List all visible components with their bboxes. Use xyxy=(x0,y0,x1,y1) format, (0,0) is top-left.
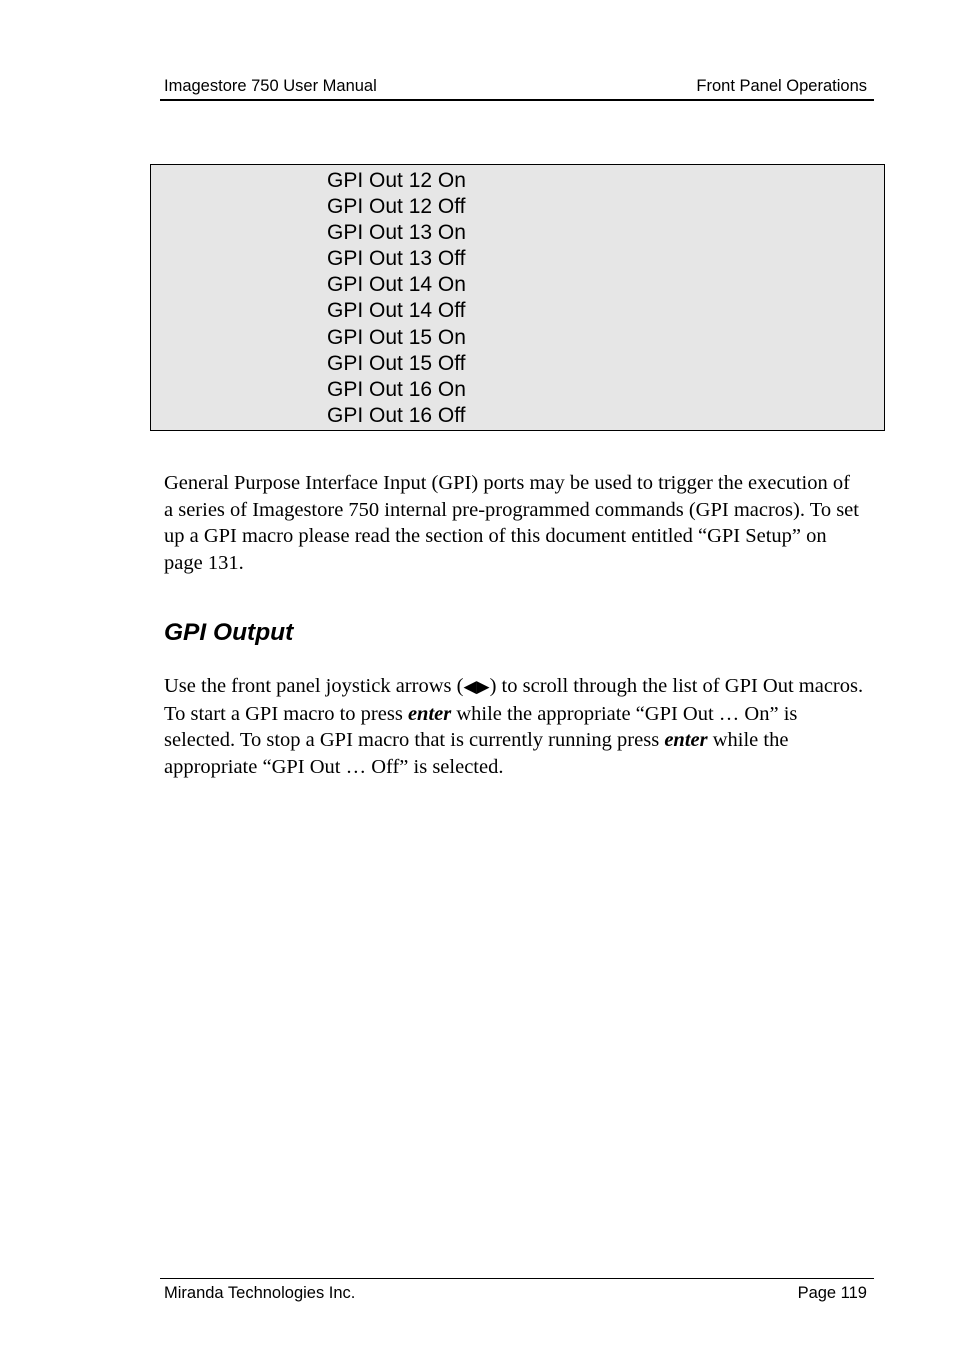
menu-item: GPI Out 16 Off xyxy=(327,403,466,427)
section-heading: GPI Output xyxy=(164,619,294,646)
gpi-menu-list xyxy=(327,168,466,429)
header-document-title: Imagestore 750 User Manual xyxy=(164,77,377,95)
page-header xyxy=(160,76,874,101)
arrow-right-icon: ▶ xyxy=(476,677,490,697)
menu-item: GPI Out 13 On xyxy=(327,221,466,245)
paragraph-text: while the appropriate “GPI Out … On” is selected. To stop a GPI macro that is currently running press xyxy=(164,702,798,751)
enter-key-term: enter xyxy=(664,729,708,751)
footer-company: Miranda Technologies Inc. xyxy=(164,1284,356,1302)
header-section-title: Front Panel Operations xyxy=(696,77,867,95)
paragraph-text: while the appropriate “GPI Out … Off” is selected. xyxy=(164,729,789,778)
gpi-menu-box xyxy=(150,164,885,431)
page-number: Page 119 xyxy=(797,1284,867,1302)
arrow-left-icon: ◀ xyxy=(463,677,477,697)
menu-item: GPI Out 14 Off xyxy=(327,299,466,323)
menu-item: GPI Out 12 On xyxy=(327,169,466,192)
menu-item: GPI Out 15 On xyxy=(327,325,466,349)
menu-item: GPI Out 13 Off xyxy=(327,247,466,271)
paragraph-text: ) to scroll through the list of GPI Out macros. To start a GPI macro to press xyxy=(164,675,864,725)
gpi-output-paragraph xyxy=(164,673,864,780)
menu-item: GPI Out 12 Off xyxy=(327,195,466,219)
menu-item: GPI Out 15 Off xyxy=(327,351,466,375)
gpi-intro-paragraph: General Purpose Interface Input (GPI) ports may be used to trigger the execution of a series of Imagestore 750 internal pre-programmed commands (GPI macros). To set up a GPI macro please read the section of this document entitled “GPI Setup” on page 131. xyxy=(164,472,859,574)
menu-item: GPI Out 16 On xyxy=(327,377,466,401)
menu-item: GPI Out 14 On xyxy=(327,273,466,297)
enter-key-term: enter xyxy=(407,702,452,725)
page-footer xyxy=(160,1278,874,1305)
paragraph-text: Use the front panel joystick arrows ( xyxy=(164,675,464,697)
